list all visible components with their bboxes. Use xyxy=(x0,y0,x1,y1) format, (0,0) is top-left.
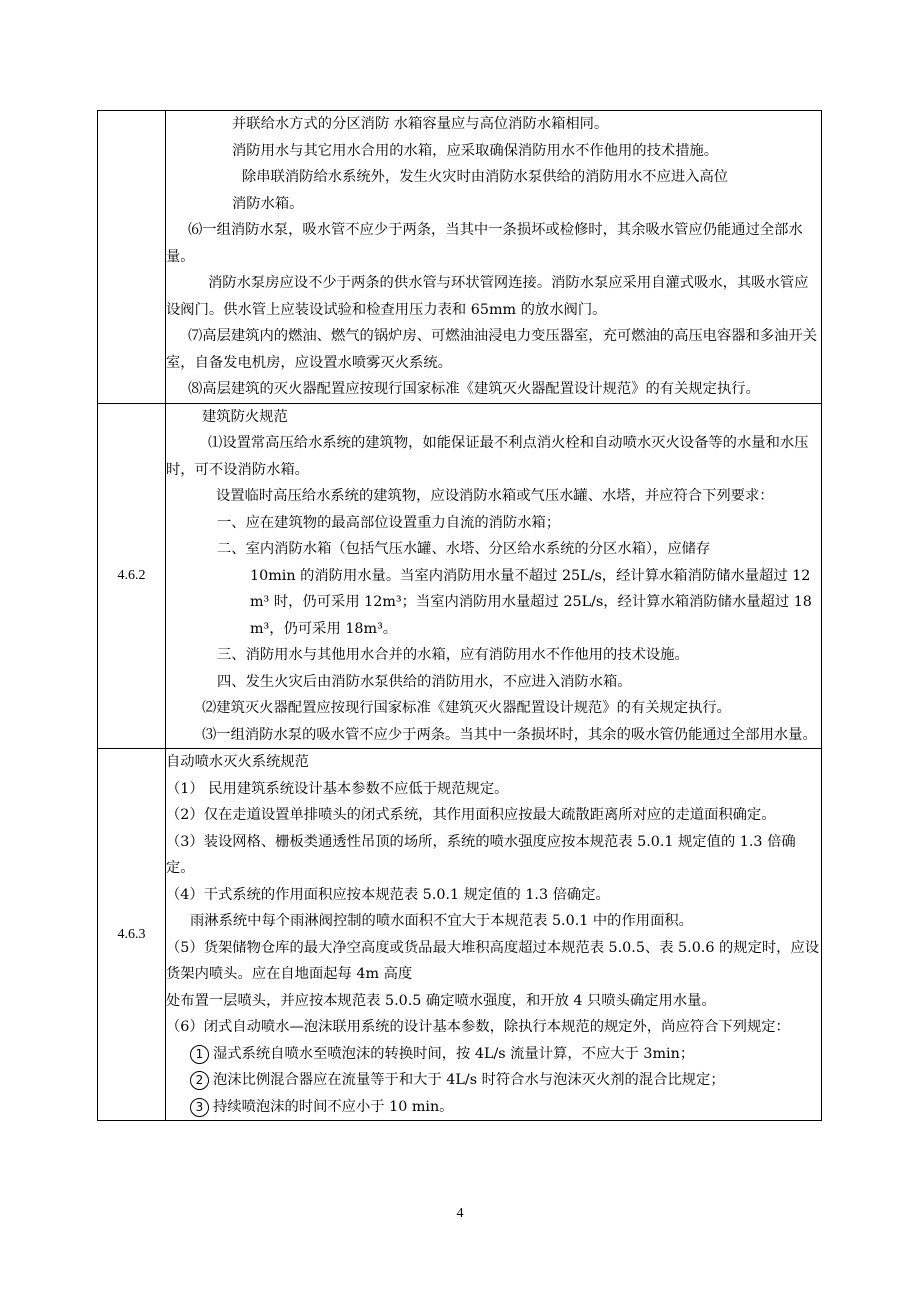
clause-content xyxy=(166,749,822,1121)
list-item xyxy=(166,1094,821,1121)
text-line: 设置临时高压给水系统的建筑物，应设消防水箱或气压水罐、水塔，并应符合下列要求： xyxy=(216,488,774,504)
section-heading: 建筑防火规范 xyxy=(202,408,288,425)
page-number: 4 xyxy=(456,1206,464,1221)
list-item-text: 泡沫比例混合器应在流量等于和大于 4L/s 时符合水与泡沫灭火剂的混合比规定； xyxy=(213,1072,725,1088)
text-line: （2）仅在走道设置单排喷头的闭式系统，其作用面积应按最大疏散距离所对应的走道面积确定。 xyxy=(166,807,776,823)
text-line: 并联给水方式的分区消防 水箱容量应与高位消防水箱相同。 xyxy=(232,116,609,132)
clause-content xyxy=(166,403,822,749)
text-line: （4）干式系统的作用面积应按本规范表 5.0.1 规定值的 1.3 倍确定。 xyxy=(166,886,610,903)
text-line: 消防用水与其它用水合用的水箱，应采取确保消防用水不作他用的技术措施。 xyxy=(232,142,719,159)
list-item-text: 持续喷泡沫的时间不应小于 10 min。 xyxy=(213,1098,454,1115)
list-item-text: 湿式系统自喷水至喷泡沫的转换时间，按 4L/s 流量计算，不应大于 3min； xyxy=(213,1045,695,1062)
clause-content xyxy=(166,111,822,404)
text-line: （3）装设网格、栅板类通透性吊顶的场所，系统的喷水强度应按本规范表 5.0.1 规定值的 1.3 倍确定。 xyxy=(166,833,796,876)
text-line: ⑶一组消防水泵的吸水管不应少于两条。当其中一条损坏时，其余的吸水管仍能通过全部用水量。 xyxy=(202,726,817,743)
document-page xyxy=(97,110,821,1121)
section-heading: 自动喷水灭火系统规范 xyxy=(166,754,309,770)
clause-number xyxy=(98,111,166,404)
text-line: 处布置一层喷头，并应按本规范表 5.0.5 确定喷水强度，和开放 4 只喷头确定用水量。 xyxy=(166,992,716,1009)
text-line: 雨淋系统中每个雨淋阀控制的喷水面积不宜大于本规范表 5.0.1 中的作用面积。 xyxy=(190,913,693,929)
text-line: 除串联消防给水系统外，发生火灾时由消防水泵供给的消防用水不应进入高位 xyxy=(242,169,729,185)
text-line: ⑹一组消防水泵，吸水管不应少于两条，当其中一条损坏或检修时，其余吸水管应仍能通过全部水量。 xyxy=(166,222,803,265)
text-line: ⑵建筑灭火器配置应按现行国家标准《建筑灭火器配置设计规范》的有关规定执行。 xyxy=(202,700,731,716)
clause-number: 4.6.2 xyxy=(98,403,166,749)
text-line: 消防水泵房应设不少于两条的供水管与环状管网连接。消防水泵应采用自灌式吸水，其吸水管应设阀门。供水管上应装设试验和检查用压力表和 65mm 的放水阀门。 xyxy=(166,275,809,318)
text-line: 四、发生火灾后由消防水泵供给的消防用水，不应进入消防水箱。 xyxy=(217,673,632,690)
text-line: （1） 民用建筑系统设计基本参数不应低于规范规定。 xyxy=(166,780,509,797)
circled-number-icon: 3 xyxy=(190,1098,209,1117)
table-row xyxy=(98,111,822,404)
table-row xyxy=(98,749,822,1121)
text-line: 10min 的消防用水量。当室内消防用水量不超过 25L/s，经计算水箱消防储水量超过 12m³ 时，仍可采用 12m³；当室内消防用水量超过 25L/s，经计算水箱消防储水量超过 18m³，仍可采用 18m³。 xyxy=(250,567,812,637)
text-line: ⑴设置常高压给水系统的建筑物，如能保证最不利点消火栓和自动喷水灭火设备等的水量和水压时，可不设消防水箱。 xyxy=(166,435,809,478)
text-line: ⑻高层建筑的灭火器配置应按现行国家标准《建筑灭火器配置设计规范》的有关规定执行。 xyxy=(188,381,760,397)
text-line: （5）货架储物仓库的最大净空高度或货品最大堆积高度超过本规范表 5.0.5、表 5.0.6 的规定时，应设货架内喷头。应在自地面起每 4m 高度 xyxy=(166,939,820,982)
circled-number-icon: 2 xyxy=(190,1071,209,1090)
list-item xyxy=(166,1067,821,1094)
text-line: ⑺高层建筑内的燃油、燃气的锅炉房、可燃油油浸电力变压器室，充可燃油的高压电容器和多油开关室，自备发电机房，应设置水喷雾灭火系统。 xyxy=(166,328,818,371)
circled-number-icon: 1 xyxy=(190,1045,209,1064)
text-line: （6）闭式自动喷水—泡沫联用系统的设计基本参数，除执行本规范的规定外，尚应符合下列规定： xyxy=(166,1019,790,1035)
clause-number: 4.6.3 xyxy=(98,749,166,1121)
spec-table xyxy=(97,110,822,1121)
text-line: 二、室内消防水箱（包括气压水罐、水塔、分区给水系统的分区水箱），应储存 xyxy=(217,541,711,557)
text-line: 三、消防用水与其他用水合并的水箱，应有消防用水不作他用的技术设施。 xyxy=(217,647,689,663)
text-line: 一、应在建筑物的最高部位设置重力自流的消防水箱； xyxy=(217,514,561,531)
list-item xyxy=(166,1041,821,1068)
table-row xyxy=(98,403,822,749)
text-line: 消防水箱。 xyxy=(232,195,304,212)
